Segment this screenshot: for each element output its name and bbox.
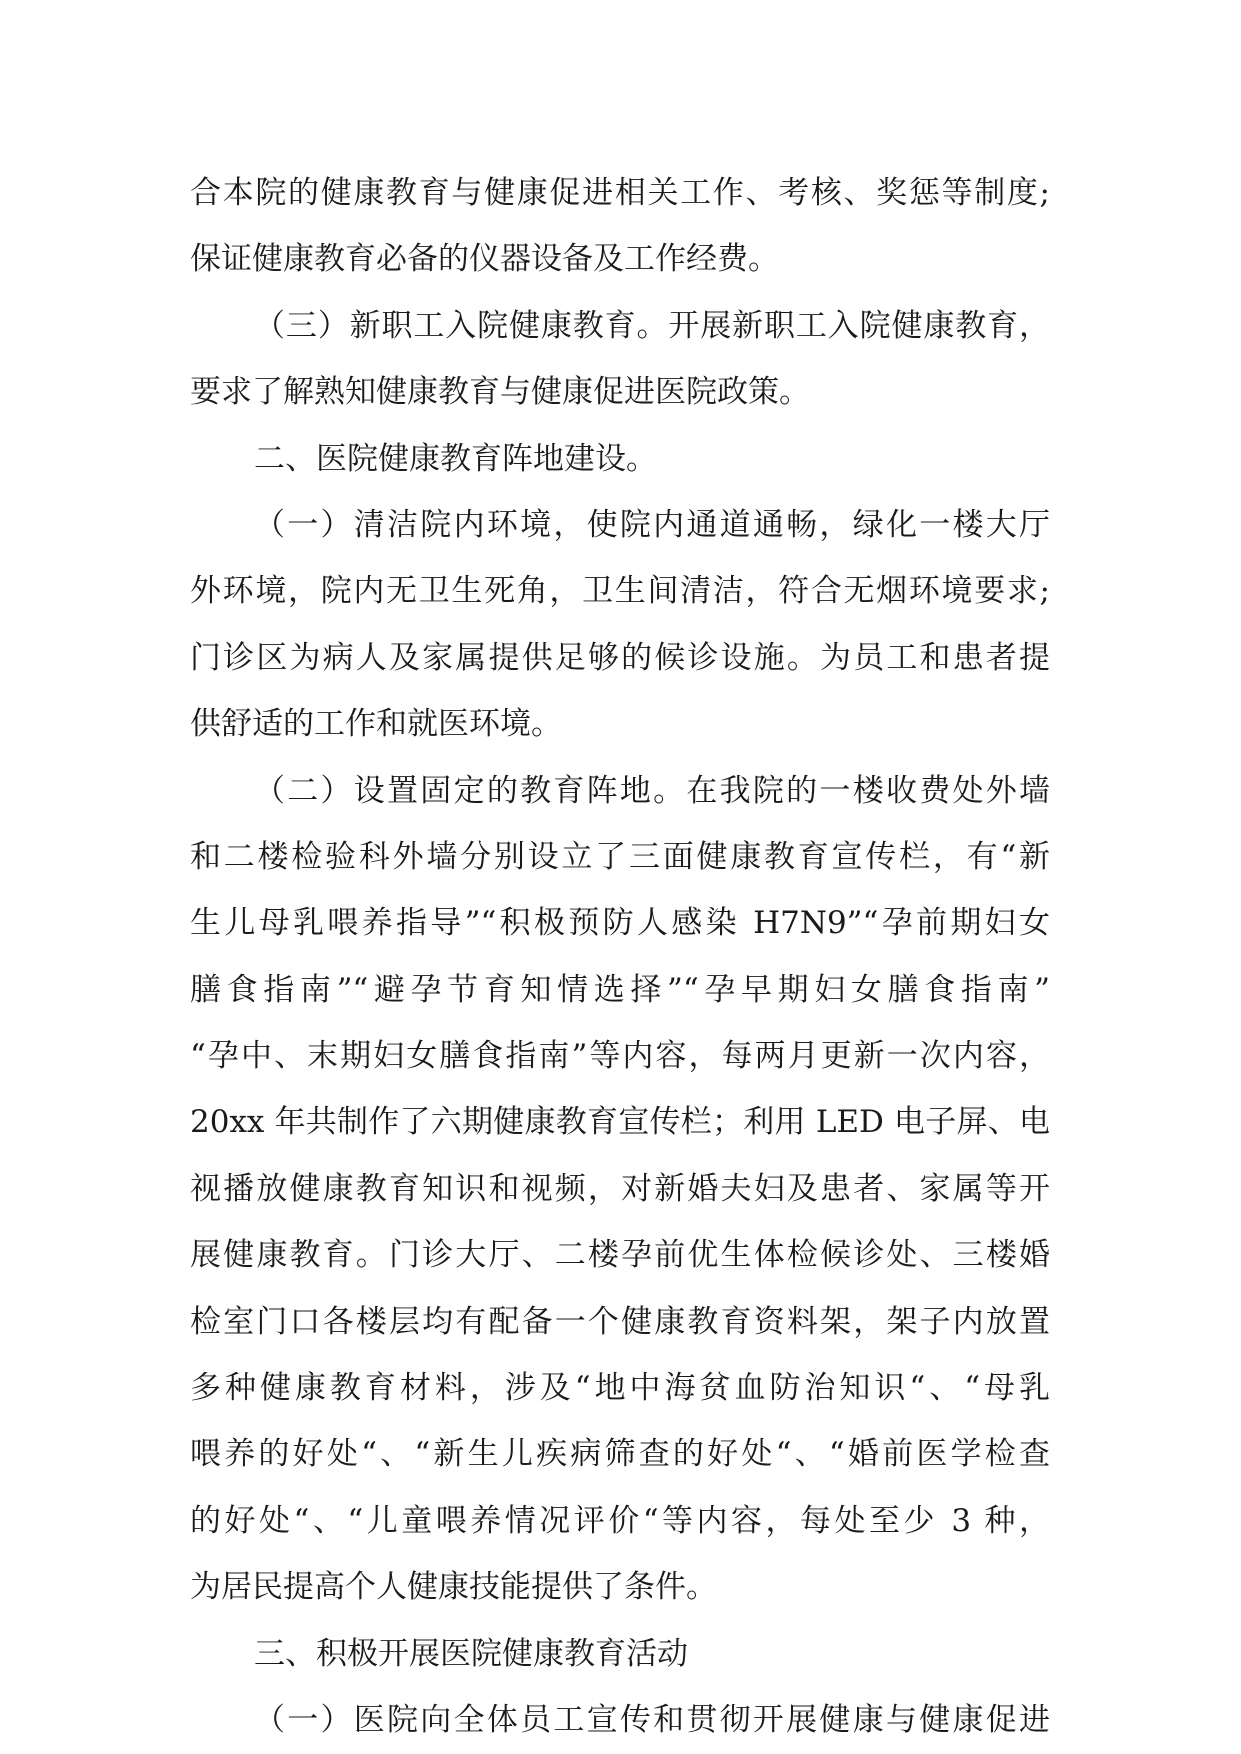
paragraph-line: 的好处“、“儿童喂养情况评价“等内容，每处至少 3 种， <box>190 1502 1050 1539</box>
paragraph-line: 检室门口各楼层均有配备一个健康教育资料架，架子内放置 <box>190 1303 1050 1340</box>
paragraph-line: 展健康教育。门诊大厅、二楼孕前优生体检候诊处、三楼婚 <box>190 1237 1050 1274</box>
paragraph-line: （一）医院向全体员工宣传和贯彻开展健康与健康促进 <box>254 1701 1050 1738</box>
paragraph-line: 多种健康教育材料，涉及“地中海贫血防治知识“、“母乳 <box>190 1370 1050 1407</box>
document-body <box>190 160 1050 1753</box>
paragraph-line: 膳食指南”“避孕节育知情选择”“孕早期妇女膳食指南” <box>190 971 1050 1008</box>
paragraph-line: （三）新职工入院健康教育。开展新职工入院健康教育， <box>254 307 1050 344</box>
paragraph-line: 要求了解熟知健康教育与健康促进医院政策。 <box>190 374 810 411</box>
paragraph-line: 喂养的好处“、“新生儿疾病筛查的好处“、“婚前医学检查 <box>190 1436 1050 1473</box>
paragraph-line: 合本院的健康教育与健康促进相关工作、考核、奖惩等制度; <box>190 175 1050 211</box>
paragraph-line: 和二楼检验科外墙分别设立了三面健康教育宣传栏，有“新 <box>190 838 1050 875</box>
paragraph-line: “孕中、末期妇女膳食指南”等内容，每两月更新一次内容， <box>190 1038 1050 1075</box>
paragraph-line: 视播放健康教育知识和视频，对新婚夫妇及患者、家属等开 <box>190 1170 1050 1207</box>
paragraph-line: 为居民提高个人健康技能提供了条件。 <box>190 1569 717 1606</box>
section-heading: 三、积极开展医院健康教育活动 <box>254 1635 688 1672</box>
paragraph-line: 外环境，院内无卫生死角，卫生间清洁，符合无烟环境要求; <box>190 573 1050 610</box>
paragraph-line: 保证健康教育必备的仪器设备及工作经费。 <box>190 241 779 278</box>
paragraph-line: 供舒适的工作和就医环境。 <box>190 706 562 743</box>
paragraph-line: 门诊区为病人及家属提供足够的候诊设施。为员工和患者提 <box>190 639 1050 676</box>
paragraph-line: 20xx 年共制作了六期健康教育宣传栏；利用 LED 电子屏、电 <box>190 1104 1050 1141</box>
paragraph-line: （二）设置固定的教育阵地。在我院的一楼收费处外墙 <box>254 772 1050 809</box>
section-heading: 二、医院健康教育阵地建设。 <box>254 440 657 477</box>
paragraph-line: 生儿母乳喂养指导”“积极预防人感染 H7N9”“孕前期妇女 <box>190 905 1050 942</box>
paragraph-line: （一）清洁院内环境，使院内通道通畅，绿化一楼大厅 <box>254 506 1050 543</box>
